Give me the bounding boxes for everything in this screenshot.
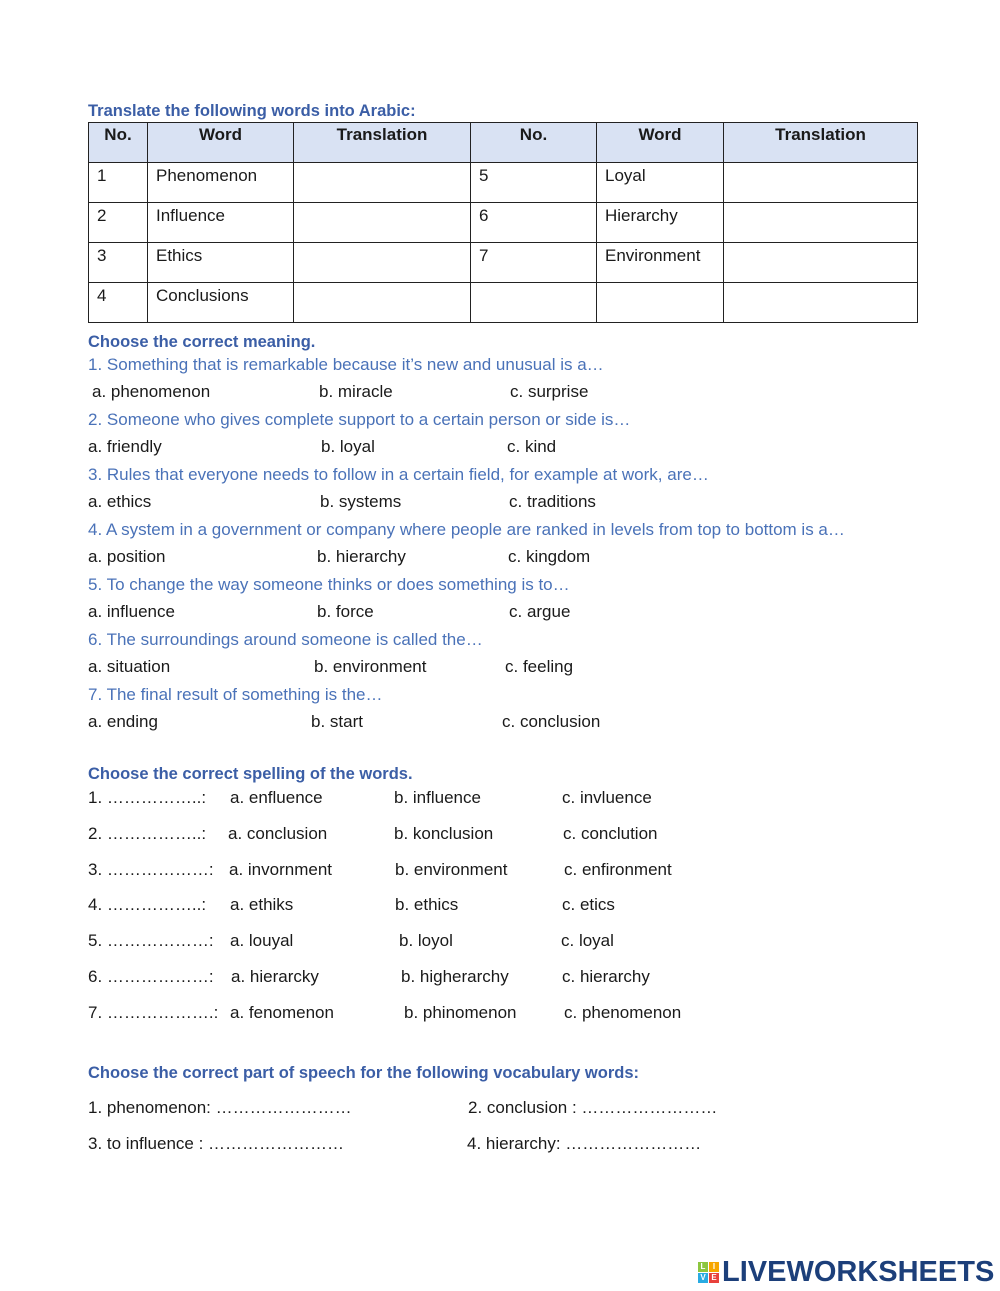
table-header-cell: Word xyxy=(597,123,724,163)
table-cell: 7 xyxy=(471,243,597,283)
table-header-cell: No. xyxy=(471,123,597,163)
translate-heading: Translate the following words into Arabic: xyxy=(88,102,416,120)
meaning-option[interactable]: a. ethics xyxy=(88,492,152,511)
translation-answer-cell[interactable] xyxy=(724,283,918,323)
meaning-option[interactable]: b. hierarchy xyxy=(317,547,406,566)
spelling-option[interactable]: b. ethics xyxy=(395,895,459,914)
table-cell: Hierarchy xyxy=(597,203,724,243)
spelling-option[interactable]: c. loyal xyxy=(561,931,614,950)
meaning-option[interactable]: a. position xyxy=(88,547,166,566)
spelling-blank[interactable]: 4. ……………..: xyxy=(88,895,207,914)
spelling-blank[interactable]: 2. ……………..: xyxy=(88,824,207,843)
meaning-option[interactable]: b. environment xyxy=(314,657,427,676)
meaning-option[interactable]: c. argue xyxy=(509,602,571,621)
table-cell xyxy=(597,283,724,323)
table-cell: Ethics xyxy=(148,243,294,283)
table-header-cell: No. xyxy=(89,123,148,163)
spelling-option[interactable]: c. invluence xyxy=(562,788,652,807)
meaning-question: 3. Rules that everyone needs to follow in a certain field, for example at work, are… xyxy=(88,465,709,484)
spelling-option[interactable]: c. etics xyxy=(562,895,615,914)
spelling-blank[interactable]: 6. ………………: xyxy=(88,967,214,986)
spelling-blank[interactable]: 1. ……………..: xyxy=(88,788,207,807)
meaning-question: 1. Something that is remarkable because it’s new and unusual is a… xyxy=(88,355,604,374)
spelling-option[interactable]: b. influence xyxy=(394,788,481,807)
meaning-option[interactable]: a. ending xyxy=(88,712,158,731)
spelling-option[interactable]: c. phenomenon xyxy=(564,1003,682,1022)
translation-answer-cell[interactable] xyxy=(724,163,918,203)
spelling-option[interactable]: a. hierarcky xyxy=(231,967,319,986)
table-cell: 6 xyxy=(471,203,597,243)
table-row xyxy=(89,163,918,203)
table-row xyxy=(89,243,918,283)
table-header-cell: Translation xyxy=(724,123,918,163)
table-cell: Loyal xyxy=(597,163,724,203)
spelling-option[interactable]: a. fenomenon xyxy=(230,1003,334,1022)
table-cell: 4 xyxy=(89,283,148,323)
logo-text: LIVEWORKSHEETS xyxy=(722,1256,995,1288)
meaning-option[interactable]: a. influence xyxy=(88,602,175,621)
pos-item[interactable]: 2. conclusion : …………………… xyxy=(468,1098,718,1117)
meaning-question: 7. The final result of something is the… xyxy=(88,685,383,704)
spelling-option[interactable]: a. conclusion xyxy=(228,824,328,843)
live-block-icon: L I V E xyxy=(698,1262,719,1283)
translation-answer-cell[interactable] xyxy=(294,203,471,243)
spelling-option[interactable]: b. loyol xyxy=(399,931,453,950)
table-cell: Phenomenon xyxy=(148,163,294,203)
spelling-option[interactable]: b. phinomenon xyxy=(404,1003,517,1022)
spelling-option[interactable]: b. higherarchy xyxy=(401,967,509,986)
table-cell: Environment xyxy=(597,243,724,283)
spelling-option[interactable]: a. enfluence xyxy=(230,788,323,807)
table-cell xyxy=(471,283,597,323)
meaning-question: 5. To change the way someone thinks or does something is to… xyxy=(88,575,570,594)
meaning-question: 4. A system in a government or company where people are ranked in levels from top to bottom is a… xyxy=(88,520,845,539)
meaning-option[interactable]: c. kind xyxy=(507,437,557,456)
translation-table xyxy=(88,122,918,323)
spelling-option[interactable]: c. enfironment xyxy=(564,860,672,879)
meaning-question: 6. The surroundings around someone is called the… xyxy=(88,630,483,649)
meaning-option[interactable]: b. miracle xyxy=(319,382,393,401)
meaning-option[interactable]: b. loyal xyxy=(321,437,375,456)
translation-answer-cell[interactable] xyxy=(294,283,471,323)
table-cell: 1 xyxy=(89,163,148,203)
meaning-option[interactable]: a. phenomenon xyxy=(92,382,211,401)
spelling-blank[interactable]: 3. ………………: xyxy=(88,860,214,879)
meaning-question: 2. Someone who gives complete support to a certain person or side is… xyxy=(88,410,631,429)
table-cell: 5 xyxy=(471,163,597,203)
spelling-blank[interactable]: 5. ………………: xyxy=(88,931,214,950)
spelling-option[interactable]: c. conclution xyxy=(563,824,658,843)
translation-answer-cell[interactable] xyxy=(724,203,918,243)
spelling-option[interactable]: a. ethiks xyxy=(230,895,294,914)
meaning-option[interactable]: c. feeling xyxy=(505,657,574,676)
table-row xyxy=(89,283,918,323)
meaning-option[interactable]: c. kingdom xyxy=(508,547,591,566)
translation-answer-cell[interactable] xyxy=(724,243,918,283)
spelling-option[interactable]: b. konclusion xyxy=(394,824,494,843)
spelling-option[interactable]: c. hierarchy xyxy=(562,967,650,986)
translation-answer-cell[interactable] xyxy=(294,163,471,203)
liveworksheets-logo xyxy=(698,1256,994,1289)
table-cell: 3 xyxy=(89,243,148,283)
meaning-option[interactable]: b. start xyxy=(311,712,363,731)
meaning-heading: Choose the correct meaning. xyxy=(88,333,316,351)
spelling-heading: Choose the correct spelling of the words. xyxy=(88,765,413,783)
meaning-option[interactable]: b. systems xyxy=(320,492,402,511)
meaning-option[interactable]: b. force xyxy=(317,602,374,621)
pos-item[interactable]: 4. hierarchy: …………………… xyxy=(467,1134,702,1153)
table-header-cell: Translation xyxy=(294,123,471,163)
meaning-option[interactable]: a. friendly xyxy=(88,437,162,456)
table-header-cell: Word xyxy=(148,123,294,163)
meaning-option[interactable]: c. surprise xyxy=(510,382,589,401)
meaning-option[interactable]: c. traditions xyxy=(509,492,596,511)
spelling-option[interactable]: a. louyal xyxy=(230,931,294,950)
table-cell: 2 xyxy=(89,203,148,243)
pos-heading: Choose the correct part of speech for the following vocabulary words: xyxy=(88,1064,640,1082)
table-cell: Influence xyxy=(148,203,294,243)
meaning-option[interactable]: c. conclusion xyxy=(502,712,601,731)
translation-answer-cell[interactable] xyxy=(294,243,471,283)
pos-item[interactable]: 3. to influence : …………………… xyxy=(88,1134,345,1153)
table-row xyxy=(89,203,918,243)
spelling-option[interactable]: a. invornment xyxy=(229,860,332,879)
spelling-blank[interactable]: 7. ……………….: xyxy=(88,1003,219,1022)
pos-item[interactable]: 1. phenomenon: …………………… xyxy=(88,1098,352,1117)
meaning-option[interactable]: a. situation xyxy=(88,657,171,676)
spelling-option[interactable]: b. environment xyxy=(395,860,508,879)
table-cell: Conclusions xyxy=(148,283,294,323)
